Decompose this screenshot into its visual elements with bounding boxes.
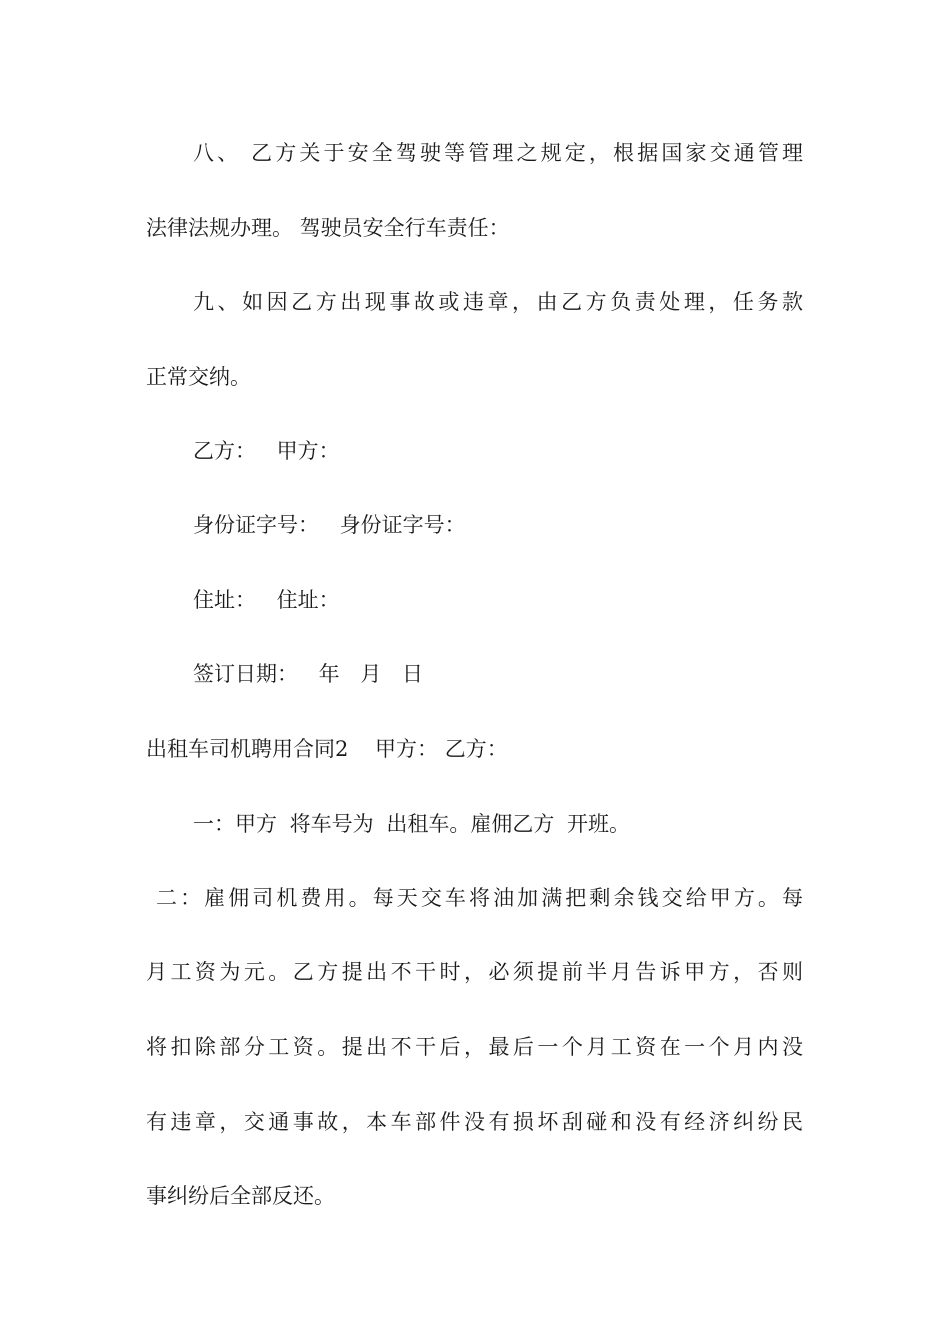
- party-signature-line: 乙方： 甲方：: [193, 439, 340, 463]
- paragraph-8-line-1: 八、 乙方关于安全驾驶等管理之规定，根据国家交通管理: [193, 141, 803, 165]
- contract-2-item-2-line-5: 事纠纷后全部反还。: [146, 1184, 335, 1208]
- sign-date-line: 签订日期： 年 月 日: [193, 662, 424, 686]
- contract-2-item-1: 一：甲方 将车号为 出租车。雇佣乙方 开班。: [193, 812, 631, 836]
- id-number-line: 身份证字号： 身份证字号：: [193, 513, 466, 537]
- contract-2-item-2-line-1: 二：雇佣司机费用。每天交车将油加满把剩余钱交给甲方。每: [156, 886, 803, 910]
- contract-2-item-2-line-2: 月工资为元。乙方提出不干时，必须提前半月告诉甲方，否则: [146, 960, 803, 984]
- paragraph-9-line-1: 九、如因乙方出现事故或违章，由乙方负责处理，任务款: [193, 290, 803, 314]
- contract-2-title-line: 出租车司机聘用合同2 甲方： 乙方：: [146, 737, 508, 761]
- contract-2-item-2-line-4: 有违章，交通事故，本车部件没有损坏刮碰和没有经济纠纷民: [146, 1110, 803, 1134]
- address-line: 住址： 住址：: [193, 588, 340, 612]
- contract-2-item-2-line-3: 将扣除部分工资。提出不干后，最后一个月工资在一个月内没: [146, 1035, 803, 1059]
- paragraph-9-line-2: 正常交纳。: [146, 365, 251, 389]
- paragraph-8-line-2: 法律法规办理。 驾驶员安全行车责任：: [146, 216, 510, 240]
